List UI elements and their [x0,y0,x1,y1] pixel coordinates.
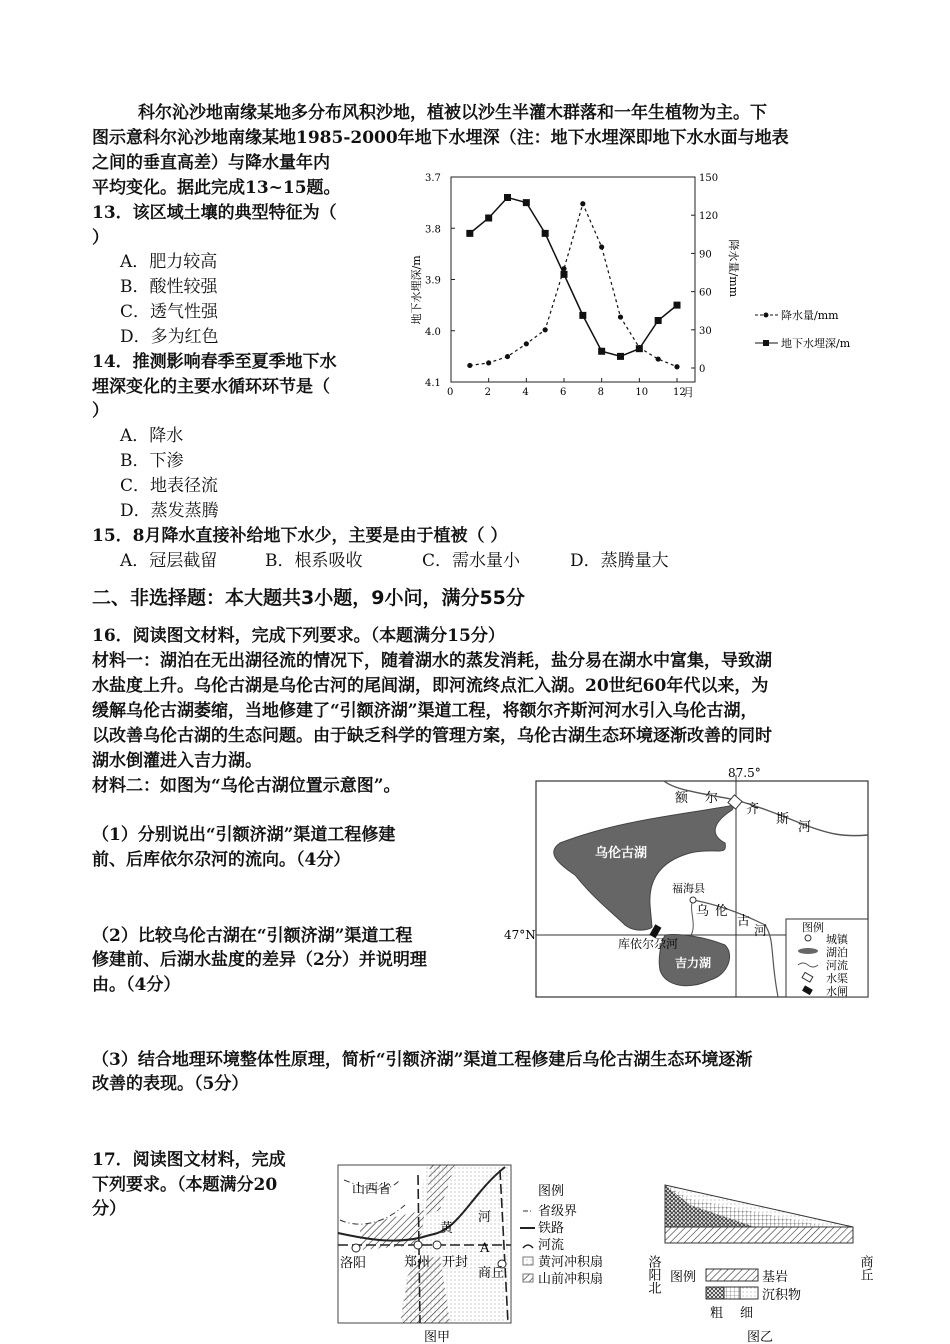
svg-text:沉积物: 沉积物 [762,1288,802,1303]
svg-text:吉力湖: 吉力湖 [675,956,712,970]
x-tick: 2 [484,387,492,398]
latitude-label: 47°N [504,928,536,942]
q17-stem: 17．阅读图文材料，完成 [92,1150,286,1170]
q13-option-d[interactable]: D．多为红色 [120,327,219,347]
q17-stem: 下列要求。（本题满分20 [92,1175,278,1195]
svg-text:山前冲积扇: 山前冲积扇 [538,1272,604,1287]
precip-point [674,364,679,369]
q13-stem: 13．该区域土壤的典型特征为（ [92,203,337,223]
q15-option-b[interactable]: B．根系吸收 [265,551,363,571]
y-right-label: 降水量/mm [727,239,740,298]
q14-option-d[interactable]: D．蒸发蒸腾 [120,501,219,521]
y-right-tick: 90 [699,249,712,261]
svg-text:山西省: 山西省 [352,1182,392,1197]
depth-point [655,317,662,324]
svg-text:湖泊: 湖泊 [826,946,848,959]
svg-text:库依尔尕河: 库依尔尕河 [618,937,679,951]
x-tick: 8 [597,387,605,398]
svg-text:省级界: 省级界 [538,1204,578,1219]
material1-line: 水盐度上升。乌伦古湖是乌伦古河的尾闾湖，即河流终点汇入湖。20世纪60年代以来，为 [92,676,769,696]
svg-text:黄河冲积扇: 黄河冲积扇 [538,1255,604,1270]
svg-text:乌伦古湖: 乌伦古湖 [595,846,648,861]
svg-text:水闸: 水闸 [826,985,848,998]
depth-point [617,353,624,360]
x-tick: 6 [560,387,567,398]
q13-option-c[interactable]: C．透气性强 [120,302,219,322]
q14-stem: 埋深变化的主要水循环环节是（ [92,377,330,397]
svg-text:伦: 伦 [715,904,729,919]
depth-point [598,348,605,355]
depth-point [523,199,530,206]
q15-stem: 15．8月降水直接补给地下水少，主要是由于植被（ ） [92,526,508,546]
depth-point [674,302,681,309]
y-left-label: 地下水埋深/m [410,255,423,325]
q16-sub1: （1）分别说出“引额济湖”渠道工程修建 [92,825,396,845]
intro-line: 平均变化。据此完成13~15题。 [92,178,341,198]
q16-sub2: 由。（4分） [92,975,181,995]
svg-text:铁路: 铁路 [538,1221,565,1236]
groundwater-precip-chart [400,160,880,400]
material2-text: 如图为“乌伦古湖位置示意图”。 [160,776,401,796]
svg-text:河: 河 [798,820,812,835]
q14-option-b[interactable]: B．下渗 [120,451,184,471]
depth-point [466,230,473,237]
svg-text:齐: 齐 [746,802,760,817]
series-line-1 [470,198,677,357]
y-left-tick: 3.9 [425,275,441,287]
q14-stem: ） [92,401,109,421]
legend-label: 降水量/mm [781,309,839,322]
q15-option-d[interactable]: D．蒸腾量大 [570,551,669,571]
q16-sub3: 改善的表现。（5分） [92,1074,249,1094]
plot-frame [451,177,695,382]
q13-option-a[interactable]: A．肥力较高 [120,252,218,272]
intro-line: 之间的垂直高差）与降水量年内 [92,153,330,173]
svg-text:粗: 粗 [710,1306,724,1321]
intro-line: 图示意科尔沁沙地南缘某地1985-2000年地下水埋深（注：地下水埋深即地下水水面与地表 [92,128,789,148]
svg-text:洛阳: 洛阳 [340,1256,367,1271]
svg-text:郑州: 郑州 [404,1255,431,1270]
material1-line [92,649,772,673]
q15-option-a[interactable]: A．冠层截留 [120,551,218,571]
series-line-0 [470,204,677,367]
svg-text:基岩: 基岩 [762,1270,789,1285]
svg-text:图例: 图例 [670,1270,697,1285]
precip-point [656,356,661,361]
svg-text:商丘: 商丘 [478,1266,505,1281]
q13-stem: ） [92,228,109,248]
svg-text:河: 河 [754,924,768,939]
precip-point [618,314,623,319]
x-tick: 10 [635,387,649,398]
y-right-tick: 120 [699,211,719,223]
svg-text:河: 河 [478,1210,492,1225]
material1-line: 缓解乌伦古湖萎缩，当地修建了“引额济湖”渠道工程，将额尔齐斯河河水引入乌伦古湖， [92,701,758,721]
material1-line: 以改善乌伦古湖的生态问题。由于缺乏科学的管理方案，乌伦古湖生态环境逐渐改善的同时 [92,726,772,746]
y-left-tick: 4.0 [425,326,441,338]
sediment-profile [630,1155,890,1344]
precip-point [543,327,548,332]
depth-point [579,312,586,319]
svg-text:图例: 图例 [538,1184,565,1199]
q16-sub1: 前、后库依尔尕河的流向。（4分） [92,850,351,870]
legend-label: 地下水埋深/m [781,337,851,350]
svg-text:图甲: 图甲 [424,1330,451,1344]
q16-sub3: （3）结合地理环境整体性原理，简析“引额济湖”渠道工程修建后乌伦古湖生态环境逐渐 [92,1050,753,1070]
depth-point [542,230,549,237]
svg-text:A: A [480,1241,490,1256]
svg-text:古: 古 [737,914,751,929]
precip-point [467,363,472,368]
precip-point [524,341,529,346]
x-tick: 4 [522,387,529,398]
q15-option-c[interactable]: C．需水量小 [422,551,521,571]
precip-point [599,244,604,249]
depth-point [504,194,511,201]
svg-text:商丘: 商丘 [857,1255,873,1281]
svg-text:图例: 图例 [802,921,824,934]
wulungu-lake-map [500,765,880,1005]
svg-text:细: 细 [740,1306,754,1321]
y-left-tick: 4.1 [425,378,441,389]
svg-text:额: 额 [675,791,689,806]
svg-text:河流: 河流 [826,959,848,972]
svg-text:开封: 开封 [442,1255,469,1270]
svg-text:斯: 斯 [776,812,790,827]
svg-text:福海县: 福海县 [672,882,705,895]
q14-option-a[interactable]: A．降水 [120,426,184,446]
y-right-tick: 0 [699,364,706,375]
material2-label: 材料二： [92,776,160,796]
longitude-label: 87.5° [728,766,761,780]
q14-stem: 14．推测影响春季至夏季地下水 [92,352,337,372]
intro-line: 科尔沁沙地南缘某地多分布风积沙地，植被以沙生半灌木群落和一年生植物为主。下 [138,103,767,123]
svg-text:洛阳北: 洛阳北 [645,1255,661,1294]
q16-sub2: （2）比较乌伦古湖在“引额济湖”渠道工程 [92,926,413,946]
y-left-tick: 3.7 [425,173,441,184]
svg-text:图乙: 图乙 [747,1330,774,1344]
svg-text:乌: 乌 [696,904,710,919]
y-left-tick: 3.8 [425,224,441,236]
precip-point [505,354,510,359]
x-tick: 0 [447,387,454,398]
q13-option-b[interactable]: B．酸性较强 [120,277,218,297]
yellow-river-fan-map [330,1155,630,1344]
precip-point [486,360,491,365]
section-heading: 二、非选择题：本大题共3小题，9小问，满分55分 [92,587,525,609]
x-axis-label: 月 [683,386,694,399]
svg-text:河流: 河流 [538,1238,565,1253]
svg-text:黄: 黄 [440,1221,454,1236]
town-icon [690,897,696,903]
material1-line: 湖水倒灌进入吉力湖。 [92,751,262,771]
svg-text:城镇: 城镇 [826,933,848,946]
y-right-tick: 30 [699,325,712,337]
material1-label: 材料一： [92,651,160,671]
depth-point [485,215,492,222]
precip-point [580,201,585,206]
depth-point [636,345,643,352]
q16-stem: 16．阅读图文材料，完成下列要求。（本题满分15分） [92,626,505,646]
q17-stem: 分） [92,1199,126,1219]
depth-point [561,271,568,278]
x-tick: 12 [673,387,686,398]
material2-line [92,774,401,798]
svg-text:水渠: 水渠 [826,972,848,985]
y-right-tick: 60 [699,287,712,299]
y-right-tick: 150 [699,173,719,184]
svg-text:尔: 尔 [705,791,719,806]
q14-option-c[interactable]: C．地表径流 [120,476,219,496]
material1-text: 湖泊在无出湖径流的情况下，随着湖水的蒸发消耗，盐分易在湖水中富集，导致湖 [160,651,772,671]
q16-sub2: 修建前、后湖水盐度的差异（2分）并说明理 [92,950,427,970]
